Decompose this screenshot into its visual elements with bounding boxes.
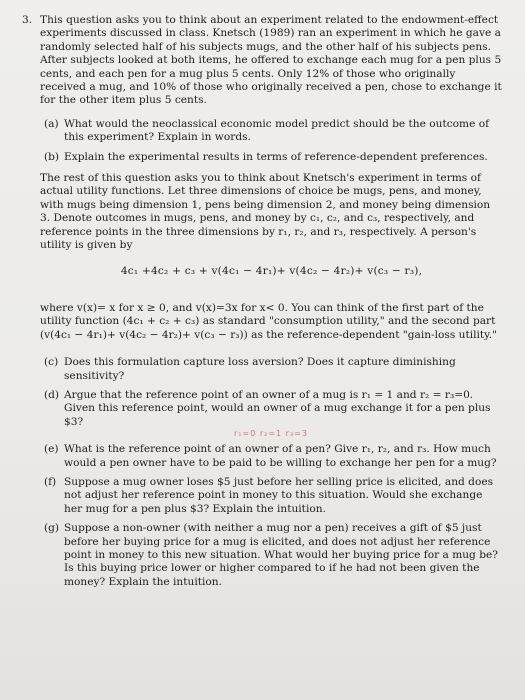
parts-a-b xyxy=(44,118,503,164)
part-g-label: (g) xyxy=(44,522,60,535)
utility-paragraph: The rest of this question asks you to think about Knetsch's experiment in terms of actual utility functions. Let three dimensions of choice be mugs, pens, and money, with mugs being dimension 1, pens being dimension 2, and money being dimension 3. Denote outcomes in mugs, pens, and money by c₁, c₂, and c₃, respectively, and reference points in the three dimensions by r₁, r₂, and r₃, respectively. A person's utility is given by xyxy=(40,172,491,252)
part-a-text: What would the neoclassical economic model predict should be the outcome of this experiment? Explain in words. xyxy=(64,117,490,144)
part-g xyxy=(44,522,503,589)
part-f-text: Suppose a mug owner loses $5 just before her selling price is elicited, and does not adjust her reference point in money to this situation. Would she exchange her mug for a pen plus $3? Explain the intuition. xyxy=(64,475,494,515)
part-a xyxy=(44,118,503,145)
part-e xyxy=(44,443,503,470)
part-d xyxy=(44,389,503,429)
part-b xyxy=(44,151,503,164)
part-d-text: Argue that the reference point of an owner of a mug is r₁ = 1 and r₂ = r₃=0. Given this reference point, would an owner of a mug exchange it for a pen plus $3? xyxy=(64,388,491,428)
part-b-text: Explain the experimental results in terms of reference-dependent preferences. xyxy=(64,150,488,163)
part-b-label: (b) xyxy=(44,150,60,163)
handwritten-note: r₁=0 r₂=1 r₃=3 xyxy=(234,429,308,439)
part-f xyxy=(44,476,503,516)
utility-formula: 4c₁ +4c₂ + c₃ + v(4c₁ − 4r₁)+ v(4c₂ − 4r₂)+ v(c₃ − r₃), xyxy=(120,264,423,277)
part-c-label: (c) xyxy=(44,356,59,369)
part-d-label: (d) xyxy=(44,388,60,401)
part-e-text: What is the reference point of an owner of a pen? Give r₁, r₂, and r₃. How much would a pen owner have to be paid to be willing to exchange her pen for a mug? xyxy=(64,443,497,469)
part-c-text: Does this formulation capture loss aversion? Does it capture diminishing sensitivity? xyxy=(64,356,456,382)
part-g-text: Suppose a non-owner (with neither a mug nor a pen) receives a gift of $5 just before her buying price for a mug is elicited, and does not adjust her reference point in money to this new situation. What would her buying price for a mug be? Is this buying price lower or higher compared to if he had not been given the money? Explain the intuition. xyxy=(64,522,498,588)
part-e-label: (e) xyxy=(44,443,59,456)
question-intro: This question asks you to think about an experiment related to the endowment-effect experiments discussed in class. Knetsch (1989) ran an experiment in which he gave a randomly selected half of his subjects mugs, and the other half of his subjects pens. After subjects looked at both items, he offered to exchange each mug for a pen plus 5 cents, and each pen for a mug plus 5 cents. Only 12% of those who originally received a mug, and 10% of those who originally received a pen, chose to exchange it for the other item plus 5 cents. xyxy=(40,14,502,107)
part-f-label: (f) xyxy=(44,475,57,488)
question-number: 3. xyxy=(22,14,33,26)
value-function-paragraph: where v(x)= x for x ≥ 0, and v(x)=3x for x< 0. You can think of the first part of the utility function (4c₁ + c₂ + c₃) as standard "consumption utility," and the second part (v(4c₁ − 4r₁)+ v(4c₂ − 4r₂)+ v(c₃ − r₃)) as the reference-dependent "gain-loss utility." xyxy=(40,301,497,341)
parts-c-g xyxy=(44,356,503,589)
part-c xyxy=(44,356,503,383)
part-a-label: (a) xyxy=(44,117,59,130)
question-header xyxy=(22,14,503,108)
